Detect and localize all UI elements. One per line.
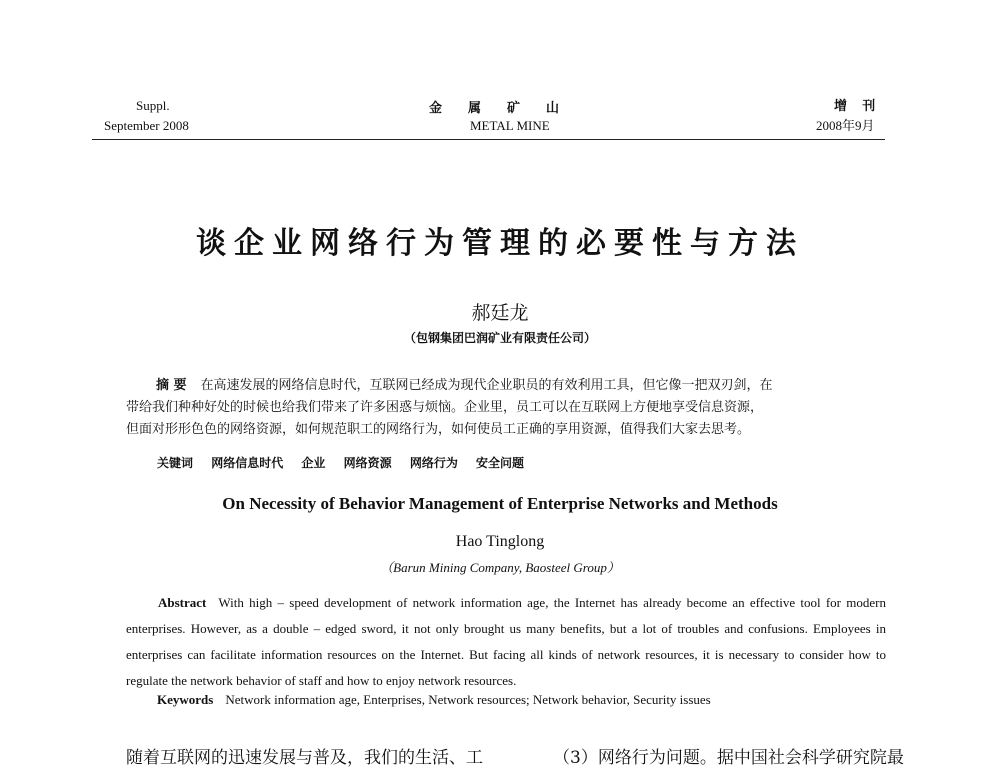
affiliation-cn: （包钢集团巴润矿业有限责任公司） — [403, 331, 596, 345]
keyword-cn-item: 网络信息时代 — [211, 456, 284, 470]
abstract-cn-label: 摘 要 — [156, 378, 187, 393]
keyword-cn-item: 网络资源 — [343, 456, 392, 470]
keyword-cn-item: 网络行为 — [409, 456, 458, 470]
keywords-en-label: Keywords — [157, 692, 214, 707]
abstract-cn-line2: 带给我们种种好处的时候也给我们带来了许多困惑与烦恼。企业里，员工可以在互联网上方便地享受信息资源， — [126, 400, 764, 415]
header-suppl: Suppl. — [136, 98, 170, 113]
paper-title-en: On Necessity of Behavior Management of Enterprise Networks and Methods — [222, 494, 778, 513]
header-date-en: September 2008 — [104, 118, 189, 133]
abstract-cn-line1: 在高速发展的网络信息时代，互联网已经成为现代企业职员的有效利用工具，但它像一把双刃剑，在 — [200, 378, 773, 393]
author-cn: 郝廷龙 — [471, 302, 529, 324]
keyword-cn-item: 安全问题 — [476, 456, 525, 470]
body-left-column: 随着互联网的迅速发展与普及，我们的生活、工 — [126, 748, 483, 768]
abstract-en — [126, 590, 886, 694]
paper-title-cn: 谈企业网络行为管理的必要性与方法 — [196, 226, 804, 261]
affiliation-en: （Barun Mining Company, Baosteel Group） — [380, 560, 620, 575]
author-en: Hao Tinglong — [455, 533, 545, 550]
header-date-cn: 2008年9月 — [816, 118, 875, 133]
abstract-en-text: With high – speed development of network information age, the Internet has already become an effective tool for modern enterprises. However, as a double – edged sword, it not only brought us many benefits, but a lot of troubles and confusions. Employees in enterprises can facilitate information resources on the Internet. But facing all kinds of network resources, it is necessary to consider how to regulate the network behavior of staff and how to enjoy network resources. — [126, 595, 886, 688]
header-journal-cn: 金属矿山 — [429, 101, 586, 116]
abstract-cn-line3: 但面对形形色色的网络资源，如何规范职工的网络行为，如何使员工正确的享用资源，值得我们大家去思考。 — [126, 422, 751, 437]
body-right-column: （3）网络行为问题。据中国社会科学研究院最 — [553, 748, 904, 768]
header-rule — [92, 139, 885, 140]
header-suppl-cn: 增 刊 — [834, 98, 882, 113]
keywords-en-text: Network information age, Enterprises, Network resources; Network behavior, Security issues — [225, 692, 711, 707]
abstract-en-label: Abstract — [158, 595, 207, 610]
abstract-cn — [126, 375, 886, 441]
keywords-en — [157, 692, 711, 708]
keyword-cn-item: 企业 — [301, 456, 326, 470]
keywords-cn-label: 关键词 — [157, 456, 194, 470]
header-journal-en: METAL MINE — [470, 118, 550, 133]
keywords-cn — [157, 454, 538, 471]
